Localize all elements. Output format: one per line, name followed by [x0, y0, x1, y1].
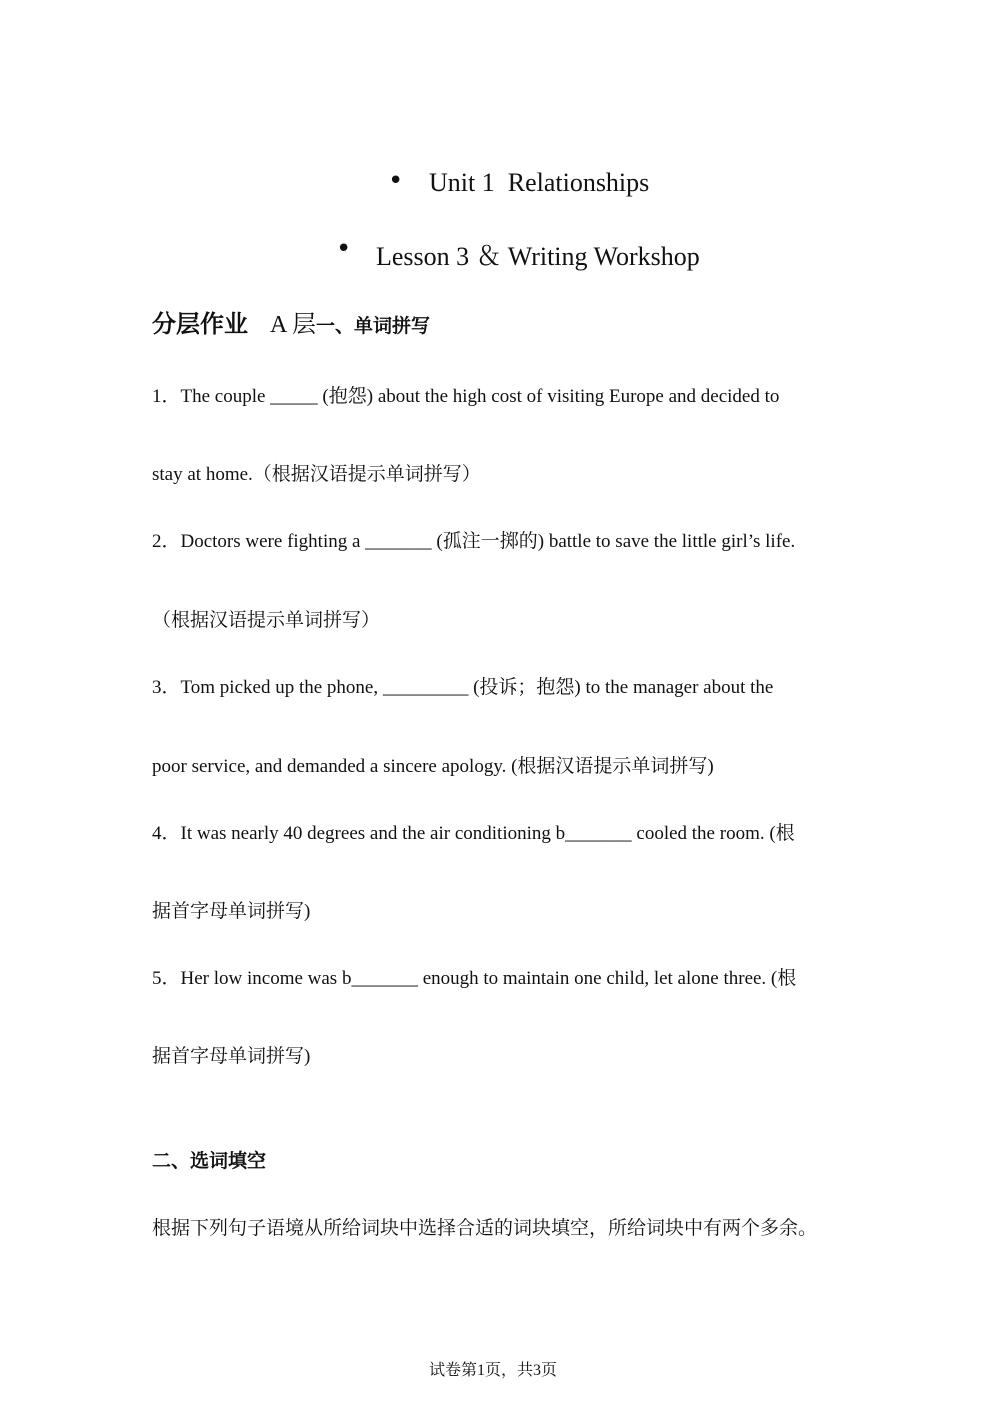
question-3-line-1: 3．Tom picked up the phone, _________ (投诉；抱怨) to the manager about the: [152, 677, 774, 698]
question-2-line-2: （根据汉语提示单词拼写）: [152, 610, 381, 631]
unit-title: Unit 1 Relationships: [429, 168, 650, 197]
question-4-line-1: 4．It was nearly 40 degrees and the air conditioning b_______ cooled the room. (根: [152, 823, 795, 844]
question-5-line-1: 5．Her low income was b_______ enough to maintain one child, let alone three. (根: [152, 968, 797, 989]
heading-level: A 层: [270, 312, 317, 338]
section-one-title: 一、单词拼写: [316, 315, 431, 337]
assignment-heading: [152, 304, 430, 339]
heading-main: 分层作业: [152, 310, 248, 338]
bullet-icon: •: [336, 234, 352, 264]
section-two-title: 二、选词填空: [152, 1150, 267, 1172]
question-5-line-2: 据首字母单词拼写): [152, 1046, 311, 1067]
question-1-line-1: 1．The couple _____ (抱怨) about the high cost of visiting Europe and decided to: [152, 386, 780, 407]
question-2-line-1: 2．Doctors were fighting a _______ (孤注一掷的) battle to save the little girl’s life.: [152, 531, 796, 552]
bullet-icon: •: [388, 166, 404, 196]
question-3-line-2: poor service, and demanded a sincere apology. (根据汉语提示单词拼写): [152, 756, 714, 777]
page-footer: 试卷第1页，共3页: [429, 1362, 558, 1379]
question-4-line-2: 据首字母单词拼写): [152, 901, 311, 922]
section-two-instruction: 根据下列句子语境从所给词块中选择合适的词块填空，所给词块中有两个多余。: [152, 1217, 818, 1239]
question-1-line-2: stay at home.（根据汉语提示单词拼写）: [152, 464, 481, 485]
lesson-title: Lesson 3 ＆ Writing Workshop: [376, 242, 700, 271]
